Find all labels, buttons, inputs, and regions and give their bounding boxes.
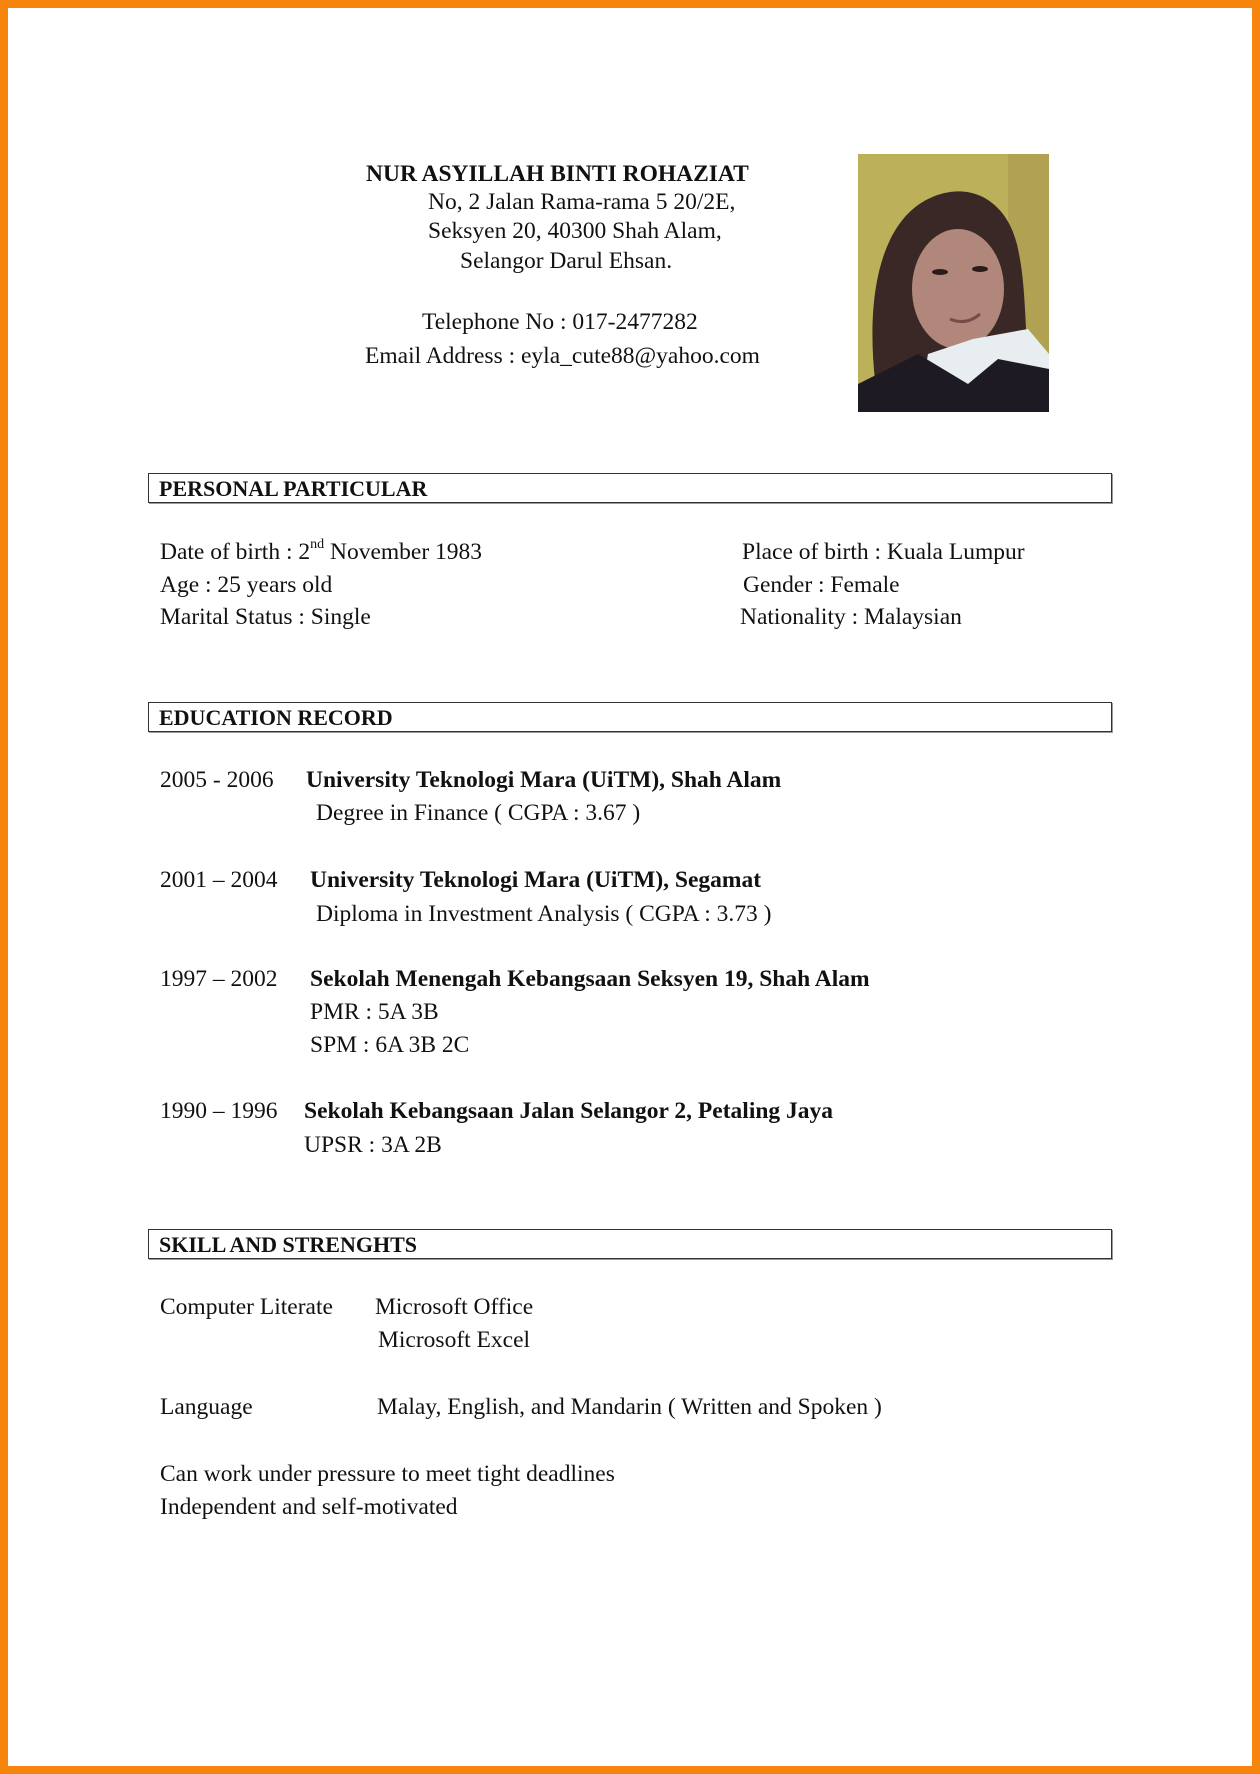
- education-detail: UPSR : 3A 2B: [304, 1132, 442, 1158]
- education-institution: University Teknologi Mara (UiTM), Shah Alam: [306, 767, 782, 793]
- email-address[interactable]: Email Address : eyla_cute88@yahoo.com: [365, 343, 760, 369]
- education-years: 2005 - 2006: [160, 767, 274, 793]
- age: Age : 25 years old: [160, 572, 333, 598]
- education-institution: University Teknologi Mara (UiTM), Segamat: [310, 867, 762, 893]
- education-record-header: [148, 702, 1112, 732]
- computer-skill-item: Microsoft Office: [375, 1294, 534, 1320]
- strength-item: Can work under pressure to meet tight deadlines: [160, 1461, 615, 1487]
- computer-literate-label: Computer Literate: [160, 1294, 333, 1320]
- personal-particular-header: [148, 473, 1112, 503]
- skills-header: [148, 1229, 1112, 1259]
- education-institution: Sekolah Kebangsaan Jalan Selangor 2, Petaling Jaya: [304, 1098, 834, 1124]
- education-detail: Diploma in Investment Analysis ( CGPA : 3.73 ): [316, 901, 772, 927]
- address-line-1: No, 2 Jalan Rama-rama 5 20/2E,: [428, 189, 736, 215]
- telephone: Telephone No : 017-2477282: [422, 309, 698, 335]
- education-years: 2001 – 2004: [160, 867, 278, 893]
- dob-ordinal: nd: [310, 537, 325, 552]
- education-years: 1997 – 2002: [160, 966, 278, 992]
- dob-prefix: Date of birth : 2: [160, 539, 311, 565]
- education-years: 1990 – 1996: [160, 1098, 278, 1124]
- portrait-photo: [858, 154, 1049, 412]
- candidate-name: NUR ASYILLAH BINTI ROHAZIAT: [366, 161, 749, 187]
- date-of-birth: [160, 537, 483, 565]
- dob-suffix: November 1983: [324, 539, 483, 565]
- portrait-image: [858, 154, 1049, 412]
- computer-skill-item: Microsoft Excel: [378, 1327, 531, 1353]
- marital-status: Marital Status : Single: [160, 604, 371, 630]
- language-value: Malay, English, and Mandarin ( Written and Spoken ): [377, 1394, 882, 1420]
- nationality: Nationality : Malaysian: [740, 604, 962, 630]
- education-detail: SPM : 6A 3B 2C: [310, 1032, 470, 1058]
- section-title: EDUCATION RECORD: [159, 705, 393, 730]
- education-detail: Degree in Finance ( CGPA : 3.67 ): [316, 800, 641, 826]
- gender: Gender : Female: [743, 572, 900, 598]
- section-title: SKILL AND STRENGHTS: [159, 1232, 417, 1257]
- section-title: PERSONAL PARTICULAR: [159, 476, 428, 501]
- education-institution: Sekolah Menengah Kebangsaan Seksyen 19, Shah Alam: [310, 966, 870, 992]
- strength-item: Independent and self-motivated: [160, 1494, 458, 1520]
- address-line-3: Selangor Darul Ehsan.: [460, 248, 673, 274]
- address-line-2: Seksyen 20, 40300 Shah Alam,: [428, 218, 722, 244]
- language-label: Language: [160, 1394, 253, 1420]
- place-of-birth: Place of birth : Kuala Lumpur: [742, 539, 1025, 565]
- education-detail: PMR : 5A 3B: [310, 999, 439, 1025]
